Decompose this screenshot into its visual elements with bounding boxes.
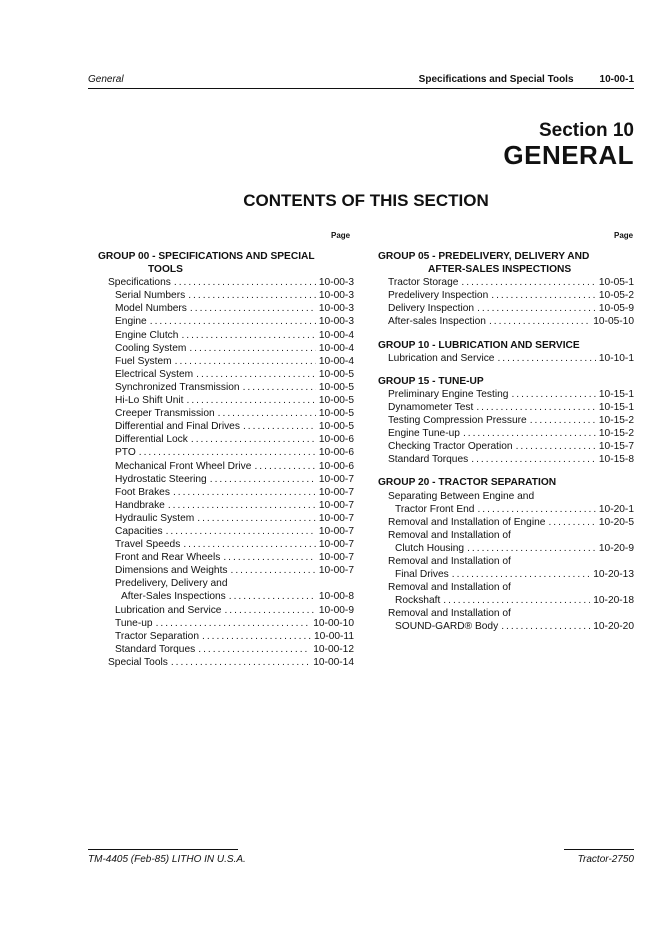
toc-entry <box>98 564 354 577</box>
toc-entry <box>98 617 354 630</box>
toc-entry-title: SOUND-GARD® Body <box>395 621 499 633</box>
toc-entry-page: 10-20-9 <box>598 542 634 554</box>
toc-entry-heading: Removal and Installation of <box>388 608 511 620</box>
toc-entry-title: Foot Brakes <box>115 486 170 498</box>
toc-entry <box>98 486 354 499</box>
dot-leader <box>171 656 310 669</box>
toc-entry-page: 10-20-18 <box>593 595 634 607</box>
toc-entry-page: 10-00-3 <box>318 290 354 302</box>
toc-entry-page: 10-00-11 <box>313 630 354 642</box>
dot-leader <box>461 276 595 289</box>
toc-entry <box>98 355 354 368</box>
dot-leader <box>511 388 595 401</box>
toc-entry <box>378 388 634 401</box>
toc-entry-title: Serial Numbers <box>115 290 186 302</box>
toc-entry <box>98 473 354 486</box>
toc-entry <box>98 289 354 302</box>
toc-entry <box>98 433 354 446</box>
left-page-column-label: Page <box>331 231 351 240</box>
dot-leader <box>501 620 590 633</box>
group-title-continued: AFTER-SALES INSPECTIONS <box>428 264 572 276</box>
toc-entry-heading: Separating Between Engine and <box>388 490 535 502</box>
toc-entry-page: 10-00-4 <box>318 355 354 367</box>
toc-entry-page: 10-20-20 <box>593 621 634 633</box>
toc-entry-title: PTO <box>115 447 136 459</box>
dot-leader <box>467 542 596 555</box>
toc-entry-title: Hydraulic System <box>115 512 195 524</box>
toc-entry-page: 10-00-8 <box>318 591 354 603</box>
toc-entry-title: Engine <box>115 316 147 328</box>
contents-heading: CONTENTS OF THIS SECTION <box>243 191 489 210</box>
dot-leader <box>198 643 310 656</box>
toc-entry-title: Differential and Final Drives <box>115 421 240 433</box>
toc-entry-title: Testing Compression Pressure <box>388 415 527 427</box>
toc-entry-title: Preliminary Engine Testing <box>388 388 509 400</box>
dot-leader <box>156 617 311 630</box>
dot-leader <box>218 407 316 420</box>
dot-leader <box>477 503 595 516</box>
toc-entry-title: Handbrake <box>115 499 165 511</box>
dot-leader <box>548 516 595 529</box>
toc-entry-title: Travel Speeds <box>115 539 181 551</box>
toc-entry <box>98 460 354 473</box>
section-title: GENERAL <box>503 140 634 170</box>
toc-entry-page: 10-00-4 <box>318 342 354 354</box>
toc-entry <box>98 381 354 394</box>
dot-leader <box>243 420 316 433</box>
toc-entry-title: After-Sales Inspections <box>121 591 226 603</box>
toc-entry-page: 10-05-2 <box>598 290 634 302</box>
toc-entry-page: 10-15-8 <box>598 454 634 466</box>
toc-entry <box>98 551 354 564</box>
dot-leader <box>489 315 590 328</box>
dot-leader <box>231 564 316 577</box>
toc-entry <box>378 568 634 581</box>
toc-entry-title: Model Numbers <box>115 303 187 315</box>
toc-entry-page: 10-20-5 <box>598 516 634 528</box>
toc-entry-page: 10-00-14 <box>313 656 354 668</box>
group-heading <box>98 250 354 276</box>
toc-entry <box>98 538 354 551</box>
toc-entry <box>98 302 354 315</box>
toc-entry-page: 10-20-13 <box>593 569 634 581</box>
toc-entry-page: 10-00-6 <box>318 460 354 472</box>
running-header-title: Specifications and Special Tools <box>418 74 574 85</box>
dot-leader <box>443 594 590 607</box>
toc-entry-page: 10-00-7 <box>318 473 354 485</box>
toc-entry-page: 10-00-7 <box>318 486 354 498</box>
toc-entry-page: 10-00-5 <box>318 421 354 433</box>
toc-entry-title: Differential Lock <box>115 434 188 446</box>
toc-entry-heading: Predelivery, Delivery and <box>115 578 228 590</box>
toc-entry <box>98 368 354 381</box>
group-title: GROUP 10 - LUBRICATION AND SERVICE <box>378 339 580 351</box>
toc-entry-page: 10-15-1 <box>598 401 634 413</box>
toc-entry-title: Rockshaft <box>395 595 441 607</box>
group-heading <box>378 375 634 388</box>
toc-entry <box>378 401 634 414</box>
dot-leader <box>210 473 316 486</box>
left-contents-column <box>98 250 354 669</box>
toc-entry <box>378 414 634 427</box>
toc-entry-page: 10-15-2 <box>598 415 634 427</box>
toc-entry-title: Fuel System <box>115 355 172 367</box>
dot-leader <box>223 551 316 564</box>
toc-entry-page: 10-10-1 <box>598 352 634 364</box>
toc-entry-page: 10-00-7 <box>318 512 354 524</box>
dot-leader <box>175 355 316 368</box>
toc-entry-title: Final Drives <box>395 569 449 581</box>
group-title: GROUP 20 - TRACTOR SEPARATION <box>378 477 557 489</box>
toc-entry-title: Dynamometer Test <box>388 401 474 413</box>
toc-entry <box>378 289 634 302</box>
toc-entry-title: Capacities <box>115 525 163 537</box>
toc-entry-page: 10-00-3 <box>318 316 354 328</box>
toc-entry-page: 10-00-3 <box>318 303 354 315</box>
toc-entry <box>98 276 354 289</box>
group-title: GROUP 05 - PREDELIVERY, DELIVERY AND <box>378 251 590 262</box>
toc-entry-page: 10-05-1 <box>598 277 634 289</box>
toc-entry-title: Tractor Separation <box>115 630 199 642</box>
toc-entry-title: Mechanical Front Wheel Drive <box>115 460 252 472</box>
toc-entry <box>378 352 634 365</box>
toc-entry <box>98 329 354 342</box>
dot-leader <box>491 289 596 302</box>
dot-leader <box>497 352 595 365</box>
dot-leader <box>476 401 596 414</box>
toc-entry-page: 10-00-7 <box>318 552 354 564</box>
dot-leader <box>196 368 316 381</box>
toc-entry <box>98 590 354 603</box>
toc-entry-title: Engine Clutch <box>115 329 179 341</box>
toc-entry-page: 10-00-5 <box>318 381 354 393</box>
toc-entry-title: Tractor Front End <box>395 503 475 515</box>
toc-entry-title: Predelivery Inspection <box>388 290 489 302</box>
toc-entry-page: 10-00-7 <box>318 565 354 577</box>
toc-entry-title: Standard Torques <box>115 643 196 655</box>
dot-leader <box>189 342 316 355</box>
toc-entry <box>378 542 634 555</box>
toc-entry-title: Electrical System <box>115 368 194 380</box>
toc-entry <box>98 512 354 525</box>
group-heading <box>378 250 634 276</box>
toc-entry-title: Front and Rear Wheels <box>115 552 221 564</box>
toc-entry-title: Standard Torques <box>388 454 469 466</box>
toc-entry-title: Hi-Lo Shift Unit <box>115 395 184 407</box>
dot-leader <box>188 289 316 302</box>
toc-entry <box>98 499 354 512</box>
toc-entry <box>98 656 354 669</box>
dot-leader <box>197 512 316 525</box>
group-title: GROUP 00 - SPECIFICATIONS AND SPECIAL <box>98 251 315 262</box>
toc-entry-title: After-sales Inspection <box>388 316 486 328</box>
toc-entry-title: Delivery Inspection <box>388 303 475 315</box>
toc-entry-page: 10-00-12 <box>313 643 354 655</box>
toc-entry-page: 10-00-9 <box>318 604 354 616</box>
toc-entry-heading: Removal and Installation of <box>388 529 511 541</box>
toc-entry-page: 10-00-7 <box>318 539 354 551</box>
dot-leader <box>452 568 590 581</box>
toc-entry <box>98 420 354 433</box>
toc-entry-page: 10-05-10 <box>593 316 634 328</box>
dot-leader <box>463 427 596 440</box>
dot-leader <box>168 499 316 512</box>
toc-entry-title: Tractor Storage <box>388 277 459 289</box>
toc-entry <box>98 407 354 420</box>
toc-entry <box>98 630 354 643</box>
right-contents-column <box>378 250 634 634</box>
dot-leader <box>166 525 316 538</box>
toc-entry-page: 10-00-5 <box>318 408 354 420</box>
dot-leader <box>471 453 596 466</box>
running-header-page-number: 10-00-1 <box>599 74 634 85</box>
toc-entry <box>98 342 354 355</box>
toc-entry-page: 10-15-7 <box>598 441 634 453</box>
toc-entry-title: Synchronized Transmission <box>115 381 240 393</box>
toc-entry-title: Engine Tune-up <box>388 428 460 440</box>
toc-entry <box>98 315 354 328</box>
dot-leader <box>150 315 316 328</box>
toc-entry-title: Hydrostatic Steering <box>115 473 207 485</box>
section-number: Section 10 <box>538 120 634 141</box>
dot-leader <box>190 302 316 315</box>
dot-leader <box>191 433 316 446</box>
group-title-continued: TOOLS <box>148 264 183 276</box>
running-header-right <box>419 74 634 85</box>
toc-entry <box>378 453 634 466</box>
toc-entry-page: 10-00-5 <box>318 368 354 380</box>
header-rule <box>88 88 634 89</box>
group-heading <box>378 476 634 489</box>
toc-entry <box>378 516 634 529</box>
toc-entry-title: Dimensions and Weights <box>115 565 228 577</box>
toc-entry <box>378 276 634 289</box>
toc-entry-page: 10-20-1 <box>598 503 634 515</box>
dot-leader <box>187 394 316 407</box>
footer-model: Tractor-2750 <box>577 854 634 865</box>
toc-entry <box>98 394 354 407</box>
toc-entry <box>98 446 354 459</box>
toc-entry-title: Creeper Transmission <box>115 408 215 420</box>
toc-entry <box>378 427 634 440</box>
toc-entry <box>378 315 634 328</box>
toc-entry-heading: Removal and Installation of <box>388 555 511 567</box>
toc-entry-page: 10-00-3 <box>318 277 354 289</box>
dot-leader <box>243 381 316 394</box>
toc-entry <box>98 525 354 538</box>
dot-leader <box>173 486 316 499</box>
toc-entry-page: 10-05-9 <box>598 303 634 315</box>
footer-manual-id: TM-4405 (Feb-85) LITHO IN U.S.A. <box>88 854 246 865</box>
toc-entry-title: Lubrication and Service <box>115 604 222 616</box>
group-title: GROUP 15 - TUNE-UP <box>378 375 484 387</box>
toc-entry <box>378 620 634 633</box>
toc-entry-page: 10-00-6 <box>318 447 354 459</box>
toc-entry-title: Special Tools <box>108 656 168 668</box>
toc-entry-page: 10-15-1 <box>598 388 634 400</box>
dot-leader <box>229 590 316 603</box>
toc-entry-title: Lubrication and Service <box>388 352 495 364</box>
toc-entry-page: 10-00-10 <box>313 617 354 629</box>
toc-entry <box>378 594 634 607</box>
toc-entry-page: 10-00-7 <box>318 525 354 537</box>
dot-leader <box>181 329 315 342</box>
toc-entry-title: Tune-up <box>115 617 153 629</box>
dot-leader <box>477 302 596 315</box>
toc-entry-title: Specifications <box>108 277 171 289</box>
toc-entry <box>378 440 634 453</box>
dot-leader <box>530 414 596 427</box>
toc-entry-page: 10-00-6 <box>318 434 354 446</box>
toc-entry <box>98 604 354 617</box>
toc-entry-page: 10-00-4 <box>318 329 354 341</box>
dot-leader <box>224 604 315 617</box>
toc-entry <box>378 302 634 315</box>
dot-leader <box>516 440 596 453</box>
running-header-left: General <box>88 74 124 85</box>
dot-leader <box>202 630 311 643</box>
dot-leader <box>254 460 315 473</box>
dot-leader <box>174 276 316 289</box>
toc-entry <box>378 503 634 516</box>
group-heading <box>378 339 634 352</box>
dot-leader <box>139 446 316 459</box>
toc-entry-page: 10-15-2 <box>598 428 634 440</box>
footer-rule-left <box>88 849 238 850</box>
toc-entry <box>98 643 354 656</box>
dot-leader <box>183 538 316 551</box>
toc-entry-heading: Removal and Installation of <box>388 582 511 594</box>
toc-entry-page: 10-00-5 <box>318 395 354 407</box>
toc-entry-title: Checking Tractor Operation <box>388 441 513 453</box>
right-page-column-label: Page <box>614 231 634 240</box>
footer-rule-right <box>564 849 634 850</box>
toc-entry-page: 10-00-7 <box>318 499 354 511</box>
toc-entry-title: Clutch Housing <box>395 542 465 554</box>
toc-entry-title: Cooling System <box>115 342 187 354</box>
toc-entry-title: Removal and Installation of Engine <box>388 516 546 528</box>
